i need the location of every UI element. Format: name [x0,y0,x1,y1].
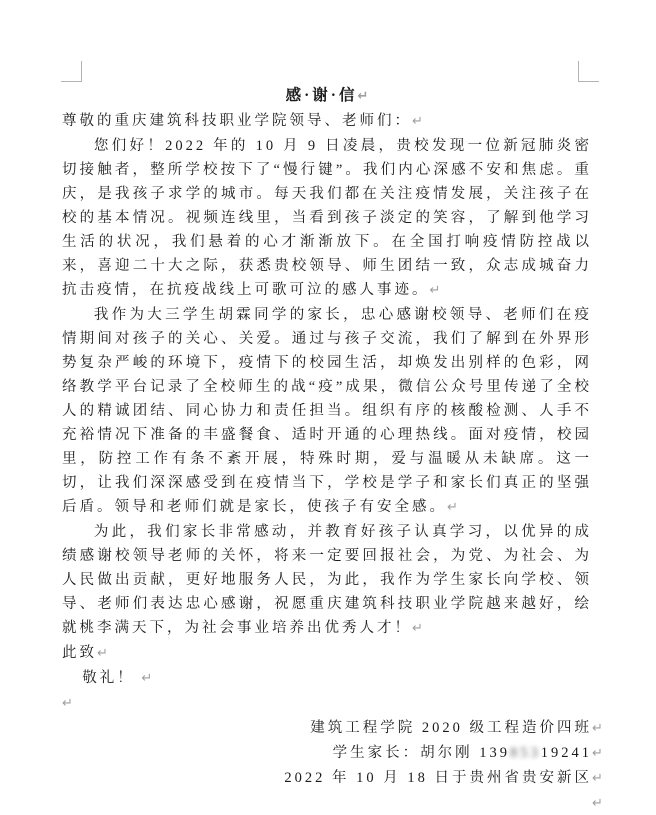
signature-parent-line [62,741,603,766]
phone-redacted-middle: 853 [510,745,541,761]
closing-cizhi-text: 此致 [62,645,97,661]
paragraph-mark-icon: ↵ [141,671,153,686]
phone-suffix: 19241 [540,745,592,761]
signature-date-text: 2022 年 10 月 18 日于贵州省贵安新区 [284,770,592,786]
signature-date-line [62,766,603,791]
paragraph-mark-icon: ↵ [592,746,603,761]
body-paragraph-2-text: 我作为大三学生胡霖同学的家长，忠心感谢校领导、老师们在疫情期间对孩子的关心、关爱。通过与孩子交流，我们了解到在外界形势复杂严峻的环境下，疫情下的校园生活，却焕发出别样的色彩，网络教学平台记录了全校师生的战“疫”成果，微信公众号里传递了全校人的精诚团结、同心协力和责任担当。组织有序的核酸检测、人手不充裕情况下准备的丰盛餐食、适时开通的心理热线。面对疫情，校园里，防控工作有条不紊开展，特殊时期，爱与温暖从未缺席。这一切，让我们深深感受到在疫情当下，学校是学子和家长们真正的坚强后盾。领导和老师们就是家长，使孩子有安全感。 [62,307,592,515]
letter-title-text: 感·谢·信 [285,87,358,104]
paragraph-mark-icon: ↵ [357,89,369,104]
crop-mark-top-right [578,61,599,82]
salutation-line [62,109,592,134]
signature-class-text: 建筑工程学院 2020 级工程造价四班 [310,720,592,736]
paragraph-mark-icon: ↵ [592,771,603,786]
signature-parent-label: 学生家长：胡尔刚 [332,745,480,761]
signature-empty-line [62,791,603,815]
paragraph-mark-icon: ↵ [62,696,73,711]
paragraph-mark-icon: ↵ [412,621,423,636]
body-paragraph-2 [62,303,592,520]
letter-content [62,84,603,815]
paragraph-mark-icon: ↵ [412,114,423,129]
body-paragraph-1 [62,134,592,303]
body-paragraph-1-text: 您们好！2022 年的 10 月 9 日凌晨，贵校发现一位新冠肺炎密切接触者，整所学校按下了“慢行键”。我们内心深感不安和焦虑。重庆，是我孩子求学的城市。每天我们都在关注疫情发展，关注孩子在校的基本情况。视频连线里，当看到孩子淡定的笑容，了解到他学习生活的状况，我们悬着的心才渐渐放下。在全国打响疫情防控战以来，喜迎二十大之际，获悉贵校领导、师生团结一致，众志成城奋力抗击疫情，在抗疫战线上可歌可泣的感人事迹。 [62,138,592,298]
paragraph-mark-icon: ↵ [592,721,603,736]
paragraph-mark-icon: ↵ [429,283,441,298]
crop-mark-top-left [61,61,82,82]
signature-class-line [62,716,603,741]
salutation-text: 尊敬的重庆建筑科技职业学院领导、老师们： [62,113,412,129]
closing-jingli-text: 敬礼！ [82,670,142,686]
signature-block [62,716,603,815]
letter-title [62,84,592,109]
closing-cizhi-line [62,641,592,666]
empty-paragraph-line [62,691,592,716]
closing-jingli-line [62,666,592,691]
paragraph-mark-icon: ↵ [592,796,603,811]
phone-prefix: 139 [479,745,510,761]
body-paragraph-3-text: 为此，我们家长非常感动，并教育好孩子认真学习，以优异的成绩感谢校领导老师的关怀，将来一定要回报社会，为党、为社会、为人民做出贡献，更好地服务人民，为此，我作为学生家长向学校、领导、老师们表达忠心感谢，祝愿重庆建筑科技职业学院越来越好，绘就桃李满天下，为社会事业培养出优秀人才！ [62,524,592,636]
paragraph-mark-icon: ↵ [447,500,458,515]
body-paragraph-3 [62,520,592,641]
paragraph-mark-icon: ↵ [97,646,108,661]
